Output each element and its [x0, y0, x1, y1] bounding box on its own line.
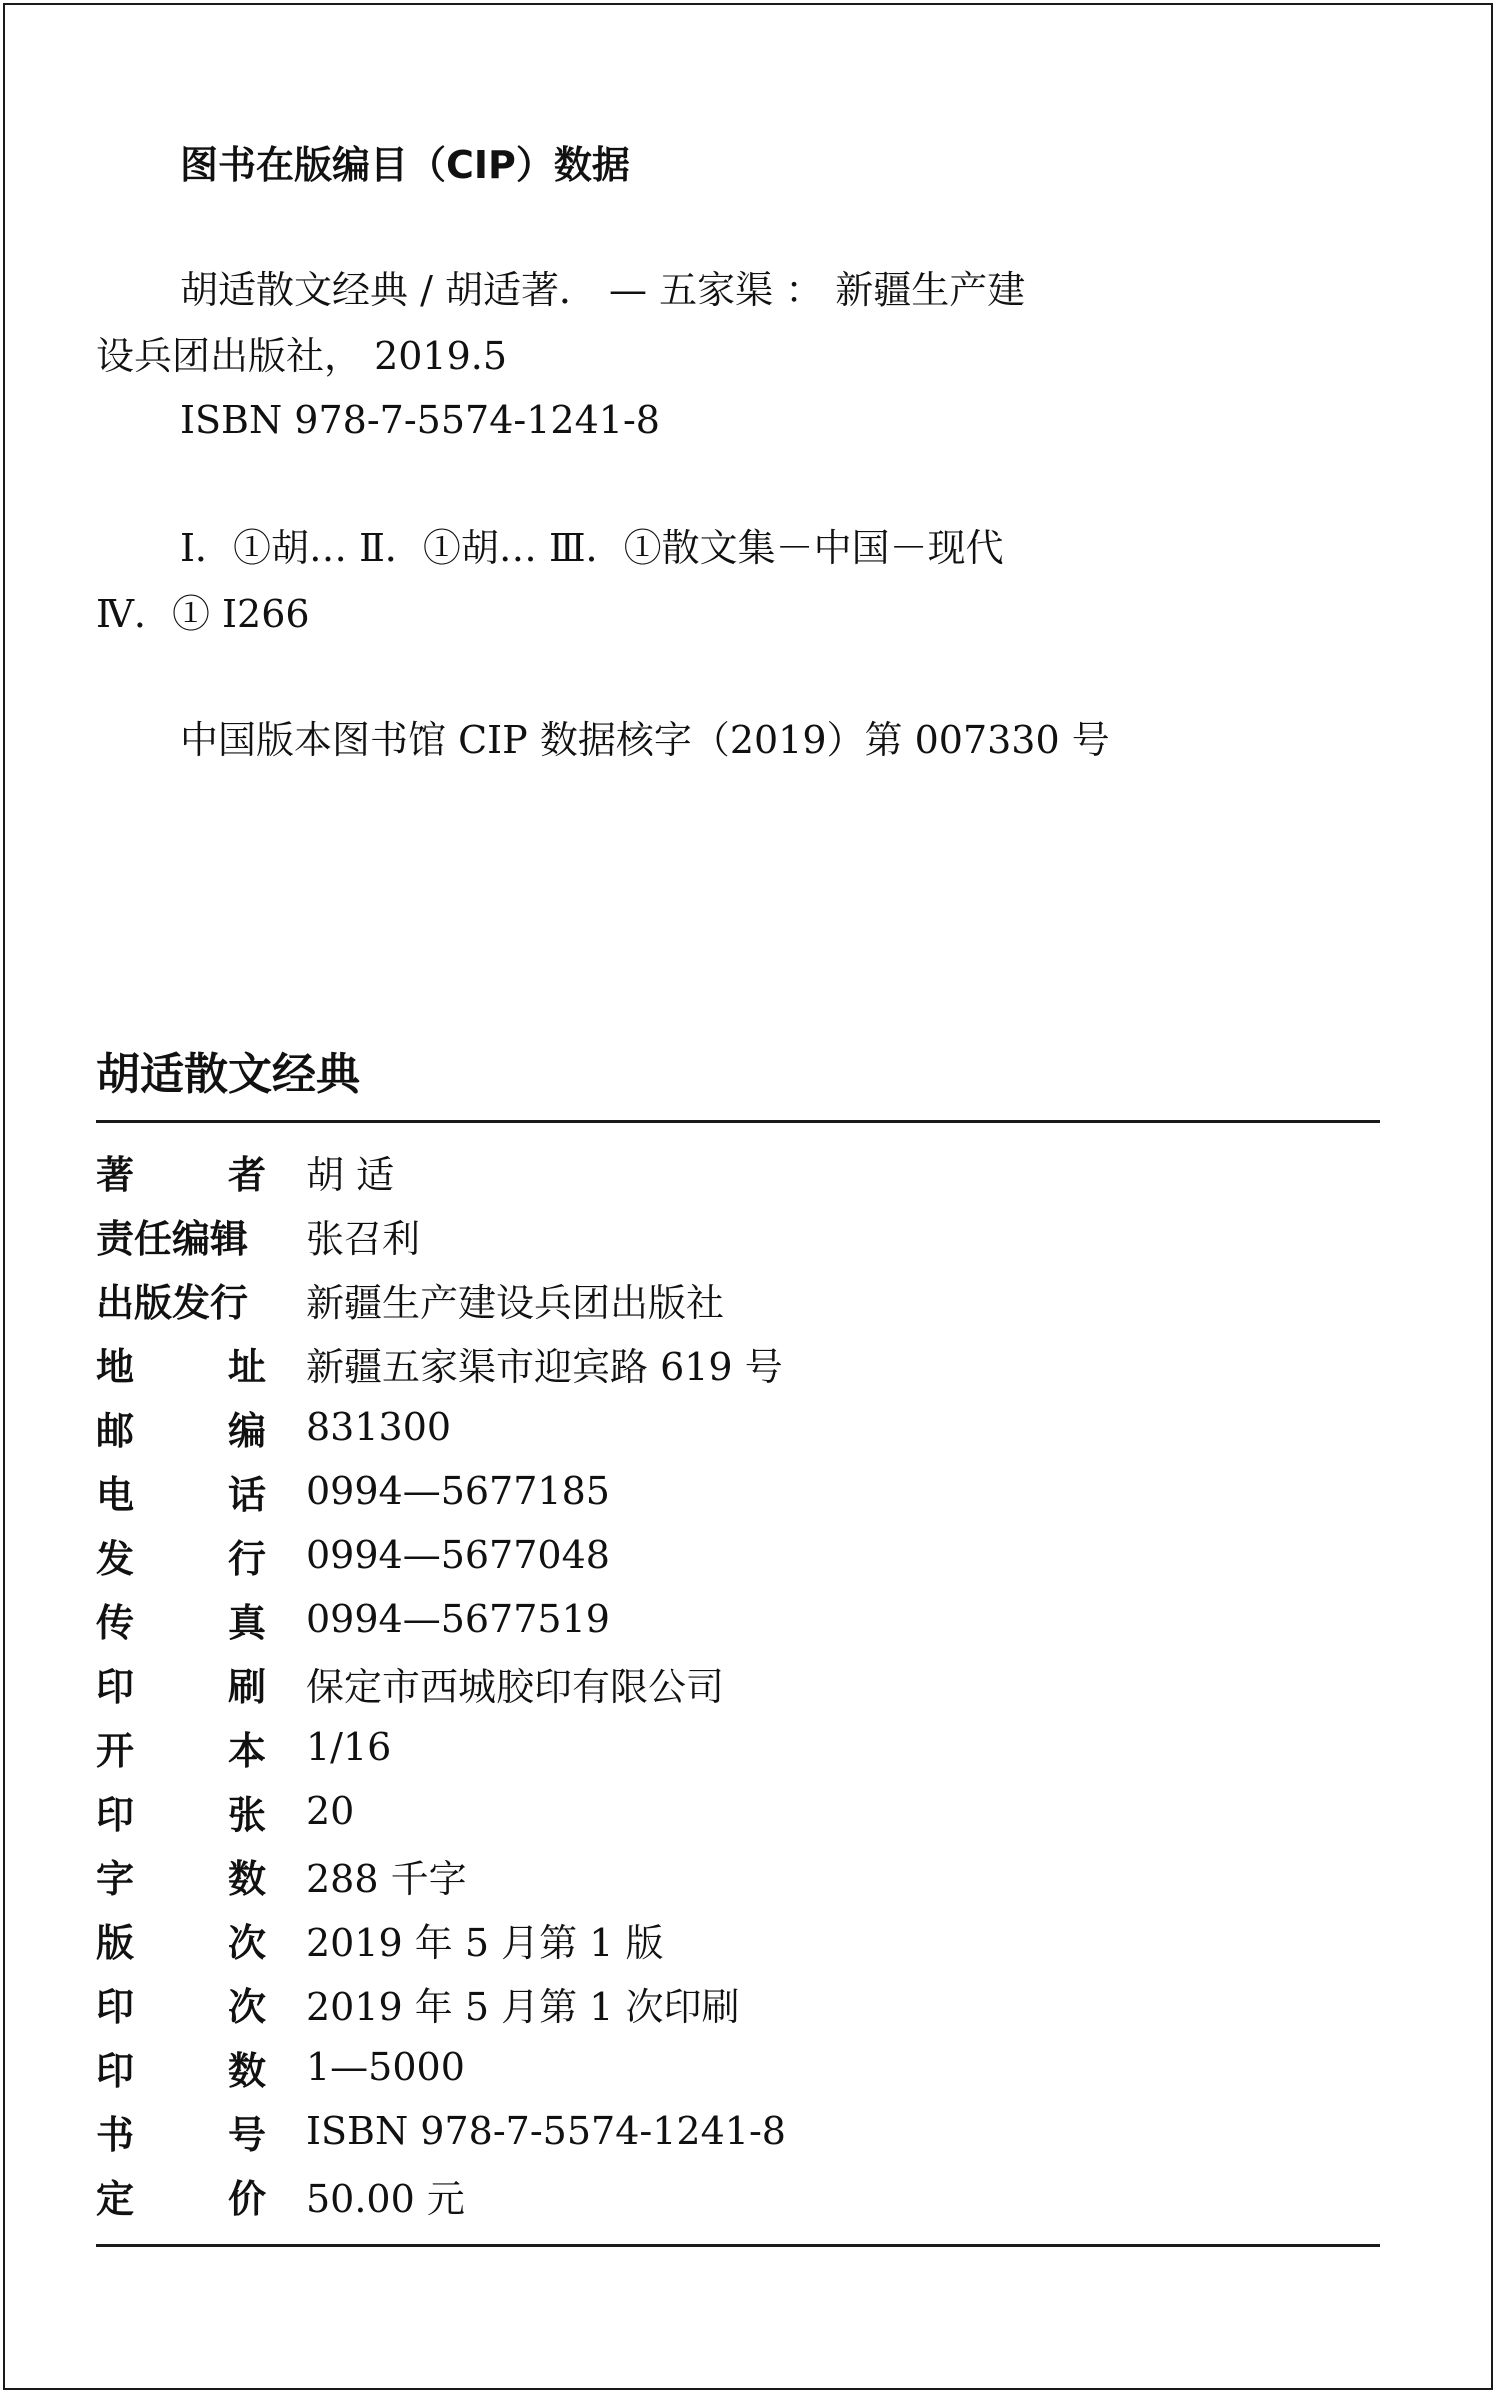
info-label-part: 出版发行: [96, 1280, 249, 1325]
info-row: [96, 1267, 1096, 1331]
info-label-part: 著: [96, 1152, 135, 1197]
info-value: 831300: [306, 1405, 452, 1449]
info-label-part: 印: [96, 2048, 135, 2093]
info-row: [96, 1523, 1096, 1587]
info-row: [96, 1395, 1096, 1459]
info-label-part: 址: [227, 1344, 266, 1389]
info-value: 新疆生产建设兵团出版社: [306, 1280, 725, 1325]
info-row: [96, 1139, 1096, 1203]
info-label-part: 印: [96, 1984, 135, 2029]
book-title: 胡适散文经典: [96, 1049, 360, 1100]
info-value: 20: [306, 1789, 355, 1833]
info-label: [96, 1720, 266, 1775]
cip-publisher-line: 设兵团出版社， 2019.5: [96, 334, 508, 378]
info-label: [96, 2168, 266, 2223]
info-value: 保定市西城胶印有限公司: [306, 1664, 725, 1709]
info-row: [96, 1715, 1096, 1779]
info-label-part: 数: [227, 2048, 266, 2093]
info-label-part: 地: [96, 1344, 135, 1389]
info-label-part: 次: [227, 1984, 266, 2029]
info-row: [96, 1907, 1096, 1971]
info-label: [96, 1400, 266, 1455]
info-label: [96, 1592, 266, 1647]
info-label-part: 开: [96, 1728, 135, 1773]
info-label-part: 印: [96, 1664, 135, 1709]
info-label: [96, 1912, 266, 1967]
info-label: [96, 1144, 266, 1199]
info-value: 1—5000: [306, 2045, 465, 2089]
info-row: [96, 1203, 1096, 1267]
info-value: 2019 年 5 月第 1 次印刷: [306, 1984, 740, 2029]
info-label: [96, 1656, 266, 1711]
info-label: [96, 1976, 266, 2031]
cip-classification-number: Ⅳ．① I266: [96, 592, 310, 636]
info-row: [96, 1587, 1096, 1651]
info-label-part: 邮: [96, 1408, 135, 1453]
info-row: [96, 1459, 1096, 1523]
info-row: [96, 1331, 1096, 1395]
info-label-part: 者: [227, 1152, 266, 1197]
info-row: [96, 1971, 1096, 2035]
info-value: 新疆五家渠市迎宾路 619 号: [306, 1344, 783, 1389]
info-value: 50.00 元: [306, 2176, 465, 2221]
info-label-part: 次: [227, 1920, 266, 1965]
info-label-part: 责任编辑: [96, 1216, 249, 1261]
info-label-part: 刷: [227, 1664, 266, 1709]
info-row: [96, 1779, 1096, 1843]
info-label-part: 号: [227, 2112, 266, 2157]
info-label: [96, 1528, 266, 1583]
info-label: [96, 1848, 266, 1903]
info-label: [96, 2040, 266, 2095]
info-label-part: 印: [96, 1792, 135, 1837]
info-label-part: 数: [227, 1856, 266, 1901]
info-label-part: 字: [96, 1856, 135, 1901]
info-row: [96, 1651, 1096, 1715]
info-value: 0994—5677519: [306, 1597, 610, 1641]
info-value: 0994—5677048: [306, 1533, 610, 1577]
info-label: [96, 1208, 266, 1263]
info-label-part: 行: [227, 1536, 266, 1581]
info-value: 1/16: [306, 1725, 392, 1769]
info-label: [96, 1272, 266, 1327]
info-label-part: 传: [96, 1600, 135, 1645]
info-label-part: 本: [227, 1728, 266, 1773]
info-value: 2019 年 5 月第 1 版: [306, 1920, 664, 1965]
info-label: [96, 1784, 266, 1839]
info-row: [96, 1843, 1096, 1907]
cip-heading: 图书在版编目（CIP）数据: [180, 143, 630, 187]
info-value: 张召利: [306, 1216, 421, 1261]
info-label-part: 张: [227, 1792, 266, 1837]
cip-record-number: 中国版本图书馆 CIP 数据核字（2019）第 007330 号: [180, 718, 1110, 762]
info-label-part: 电: [96, 1472, 135, 1517]
cip-classification-line: Ⅰ．①胡… Ⅱ．①胡… Ⅲ．①散文集－中国－现代: [180, 526, 1004, 570]
top-rule: [96, 1120, 1380, 1123]
info-label-part: 话: [227, 1472, 266, 1517]
info-label-part: 版: [96, 1920, 135, 1965]
info-label-part: 定: [96, 2176, 135, 2221]
info-label: [96, 1464, 266, 1519]
info-value: 0994—5677185: [306, 1469, 610, 1513]
info-label-part: 书: [96, 2112, 135, 2157]
info-row: [96, 2163, 1096, 2227]
info-label: [96, 2104, 266, 2159]
info-label-part: 编: [227, 1408, 266, 1453]
info-label: [96, 1336, 266, 1391]
bottom-rule: [96, 2244, 1380, 2247]
info-value: 胡 适: [306, 1152, 395, 1197]
info-row: [96, 2035, 1096, 2099]
cip-isbn-line: ISBN 978-7-5574-1241-8: [180, 398, 660, 442]
info-label-part: 发: [96, 1536, 135, 1581]
info-row: [96, 2099, 1096, 2163]
publication-info-table: [96, 1139, 1096, 2227]
cip-title-line: 胡适散文经典 / 胡适著． — 五家渠 ： 新疆生产建: [180, 268, 1026, 312]
info-label-part: 真: [227, 1600, 266, 1645]
info-label-part: 价: [227, 2176, 266, 2221]
info-value: ISBN 978-7-5574-1241-8: [306, 2109, 786, 2153]
info-value: 288 千字: [306, 1856, 467, 1901]
